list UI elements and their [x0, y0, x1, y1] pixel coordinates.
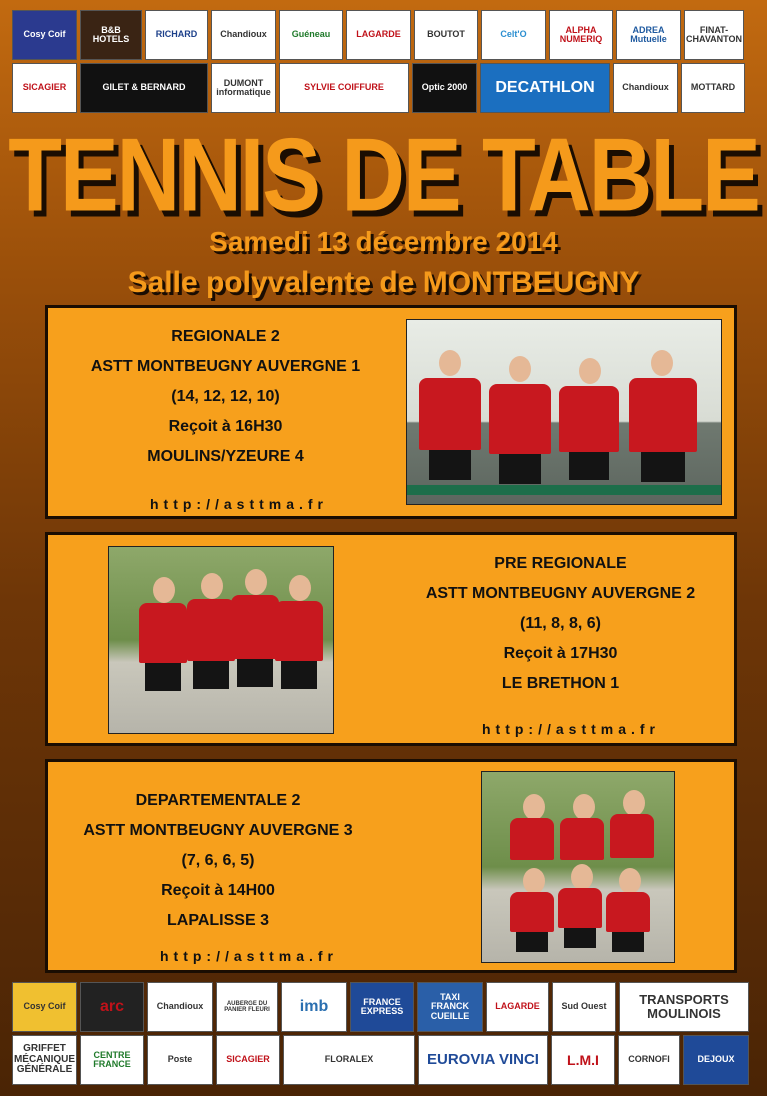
team-label: ASTT MONTBEUGNY AUVERGNE 1: [90, 358, 361, 375]
sponsor-logo: Chandioux: [147, 982, 213, 1032]
sponsor-logo: MOTTARD: [681, 63, 745, 113]
opponent-label: LAPALISSE 3: [167, 912, 269, 929]
sponsor-logo: Chandioux: [613, 63, 678, 113]
sponsor-logo: DEJOUX: [683, 1035, 749, 1085]
sponsor-logo: CORNOFI: [618, 1035, 680, 1085]
club-website-link[interactable]: http://asttma.fr: [160, 948, 338, 964]
sponsor-row-top-1: [12, 10, 744, 60]
sponsor-row-bottom-2: [12, 1035, 749, 1085]
sponsor-logo: SYLVIE COIFFURE: [279, 63, 409, 113]
sponsor-logo: Cosy Coif: [12, 982, 77, 1032]
team-label: ASTT MONTBEUGNY AUVERGNE 3: [83, 822, 353, 839]
sponsor-logo: ADREA Mutuelle: [616, 10, 681, 60]
opponent-label: LE BRETHON 1: [501, 675, 620, 692]
team-photo: [481, 771, 675, 963]
team-label: ASTT MONTBEUGNY AUVERGNE 2: [425, 585, 696, 602]
sponsor-logo: LAGARDE: [486, 982, 549, 1032]
club-website-link[interactable]: http://asttma.fr: [482, 721, 660, 737]
page-title: TENNIS DE TABLE: [8, 116, 759, 233]
sponsor-logo: FINAT-CHAVANTON: [684, 10, 744, 60]
rankings-label: (7, 6, 6, 5): [181, 852, 255, 869]
sponsor-logo: AUBERGE DU PANIER FLEURI: [216, 982, 278, 1032]
sponsor-logo: DECATHLON: [480, 63, 610, 113]
match-time: Reçoit à 17H30: [503, 645, 618, 662]
rankings-label: (14, 12, 12, 10): [171, 388, 280, 405]
sponsor-logo: Sud Ouest: [552, 982, 616, 1032]
sponsor-logo: Celt'O: [481, 10, 546, 60]
match-panel-3: [45, 759, 737, 973]
sponsor-logo: TAXI FRANCK CUEILLE: [417, 982, 483, 1032]
sponsor-row-top-2: [12, 63, 745, 113]
sponsor-logo: EUROVIA VINCI: [418, 1035, 548, 1085]
sponsor-logo: Poste: [147, 1035, 213, 1085]
match-time: Reçoit à 14H00: [161, 882, 275, 899]
sponsor-logo: SICAGIER: [12, 63, 77, 113]
sponsor-logo: Guéneau: [279, 10, 343, 60]
sponsor-logo: BOUTOT: [414, 10, 478, 60]
match-panel-1: [45, 305, 737, 519]
sponsor-logo: imb: [281, 982, 347, 1032]
sponsor-logo: FLORALEX: [283, 1035, 415, 1085]
sponsor-logo: LAGARDE: [346, 10, 411, 60]
team-photo: [406, 319, 722, 505]
sponsor-logo: L.M.I: [551, 1035, 615, 1085]
match-info: [393, 549, 728, 699]
sponsor-logo: GRIFFET MÉCANIQUE GÉNÉRALE: [12, 1035, 77, 1085]
opponent-label: MOULINS/YZEURE 4: [147, 448, 304, 465]
match-time: Reçoit à 16H30: [168, 418, 283, 435]
division-label: REGIONALE 2: [171, 328, 280, 345]
event-venue: Salle polyvalente de MONTBEUGNY: [127, 266, 640, 299]
sponsor-logo: Cosy Coif: [12, 10, 77, 60]
sponsor-logo: GILET & BERNARD: [80, 63, 208, 113]
match-info: [48, 786, 388, 936]
sponsor-logo: Optic 2000: [412, 63, 477, 113]
sponsor-logo: TRANSPORTS MOULINOIS: [619, 982, 749, 1032]
division-label: PRE REGIONALE: [494, 555, 627, 572]
sponsor-logo: B&B HOTELS: [80, 10, 142, 60]
sponsor-logo: SICAGIER: [216, 1035, 280, 1085]
sponsor-logo: FRANCE EXPRESS: [350, 982, 414, 1032]
event-date: Samedi 13 décembre 2014: [209, 226, 558, 257]
team-photo: [108, 546, 334, 734]
sponsor-logo: arc: [80, 982, 144, 1032]
sponsor-row-bottom-1: [12, 982, 749, 1032]
rankings-label: (11, 8, 8, 6): [520, 615, 601, 632]
match-info: [48, 322, 403, 472]
club-website-link[interactable]: http://asttma.fr: [150, 496, 328, 512]
division-label: DEPARTEMENTALE 2: [135, 792, 301, 809]
sponsor-logo: ALPHA NUMERIQ: [549, 10, 613, 60]
sponsor-logo: DUMONT informatique: [211, 63, 276, 113]
match-panel-2: [45, 532, 737, 746]
sponsor-logo: RICHARD: [145, 10, 208, 60]
sponsor-logo: Chandioux: [211, 10, 276, 60]
sponsor-logo: CENTRE FRANCE: [80, 1035, 144, 1085]
